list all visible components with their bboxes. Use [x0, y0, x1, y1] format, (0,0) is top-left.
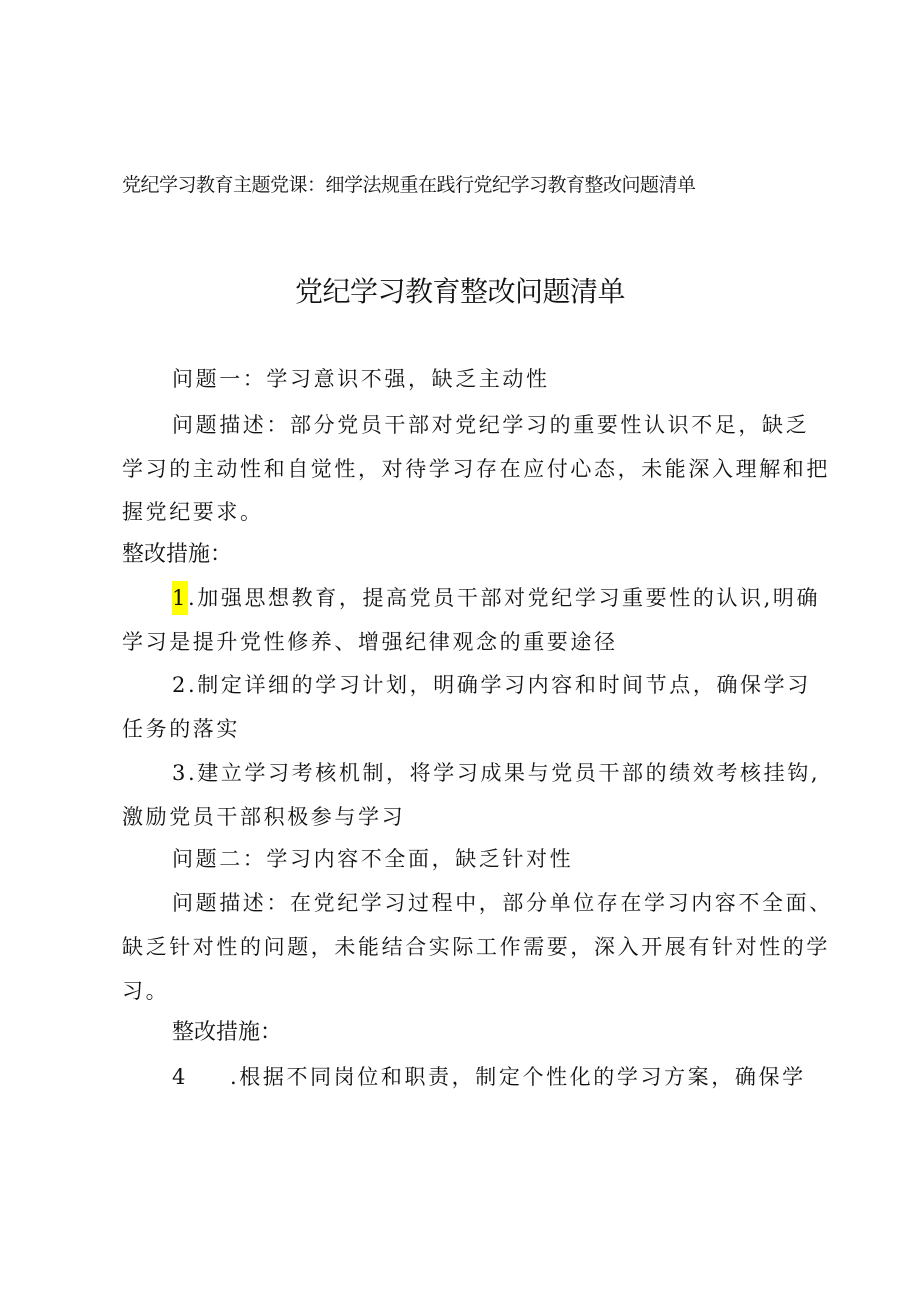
- problem1-desc-line1: 问题描述：部分党员干部对党纪学习的重要性认识不足，缺乏: [172, 413, 810, 437]
- measures2-heading: 整改措施：: [172, 1020, 283, 1045]
- measure4-text: .根据不同岗位和职责，制定个性化的学习方案，确保学: [230, 1065, 806, 1089]
- problem2-desc-line1: 问题描述：在党纪学习过程中，部分单位存在学习内容不全面、: [172, 891, 833, 915]
- measure2-number: 2: [172, 673, 188, 697]
- problem2-desc-line2: 缺乏针对性的问题，未能结合实际工作需要，深入开展有针对性的学: [122, 935, 830, 959]
- measure3-line1: [172, 756, 820, 790]
- problem1-title: 问题一：学习意识不强，缺乏主动性: [172, 367, 550, 391]
- measure4-line1: [172, 1060, 806, 1094]
- measure1-number: 1: [172, 581, 188, 615]
- measure1-line2: 学习是提升党性修养、增强纪律观念的重要途径: [122, 630, 618, 654]
- document-title: 党纪学习教育整改问题清单: [294, 275, 625, 308]
- measure1-line1: [172, 581, 820, 615]
- measure3-text: .建立学习考核机制，将学习成果与党员干部的绩效考核挂钩,: [187, 761, 821, 785]
- measure4-number: 4: [172, 1065, 188, 1089]
- measure3-number: 3: [172, 761, 188, 785]
- document-header: 党纪学习教育主题党课：细学法规重在践行党纪学习教育整改问题清单: [122, 174, 696, 196]
- measure2-line1: [172, 668, 811, 702]
- measure2-line2: 任务的落实: [122, 717, 240, 741]
- problem1-desc-line2: 学习的主动性和自觉性，对待学习存在应付心态，未能深入理解和把: [122, 457, 830, 481]
- measure1-text: .加强思想教育，提高党员干部对党纪学习重要性的认识,明确: [187, 586, 821, 610]
- problem2-desc-line3: 习。: [122, 979, 170, 1003]
- measure3-line2: 激励党员干部积极参与学习: [122, 805, 406, 829]
- measure2-text: .制定详细的学习计划，明确学习内容和时间节点，确保学习: [187, 673, 811, 697]
- measures1-heading: 整改措施：: [122, 542, 233, 567]
- problem1-desc-line3: 握党纪要求。: [122, 500, 264, 524]
- problem2-title: 问题二：学习内容不全面，缺乏针对性: [172, 847, 574, 871]
